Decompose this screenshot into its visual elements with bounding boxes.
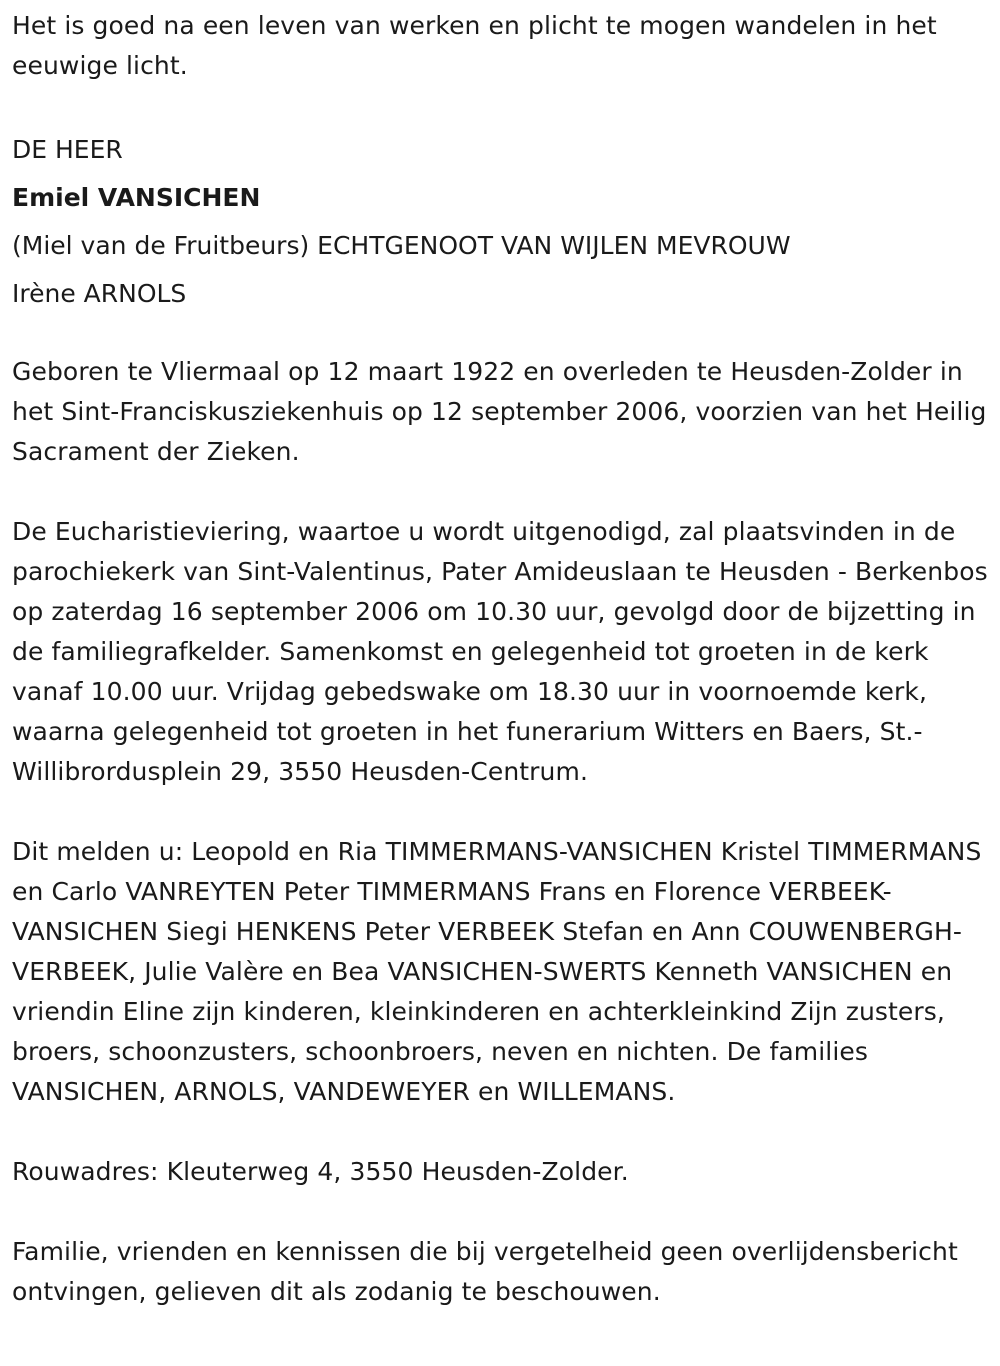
spacer bbox=[12, 86, 988, 126]
ceremony-text: De Eucharistieviering, waartoe u wordt uitgenodigd, zal plaatsvinden in de parochiekerk van Sint-Valentinus, Pater Amideuslaan te Heusden - Berkenbos op zaterdag 16 september 2006 om 10.30 uur, gevolgd door de bijzetting in de familiegrafkelder. Samenkomst en gelegenheid tot groeten in de kerk vanaf 10.00 uur. Vrijdag gebedswake om 18.30 uur in voornoemde kerk, waarna gelegenheid tot groeten in het funerarium Witters en Baers, St.-Willibrordusplein 29, 3550 Heusden-Centrum. bbox=[12, 517, 988, 786]
spacer bbox=[12, 1112, 988, 1152]
spacer bbox=[12, 1192, 988, 1232]
deceased-name: Emiel VANSICHEN bbox=[12, 183, 261, 212]
deceased-subtitle: (Miel van de Fruitbeurs) ECHTGENOOT VAN WIJLEN MEVROUW bbox=[12, 231, 791, 260]
family-text: Dit melden u: Leopold en Ria TIMMERMANS-VANSICHEN Kristel TIMMERMANS en Carlo VANREYTEN Peter TIMMERMANS Frans en Florence VERBEEK-VANSICHEN Siegi HENKENS Peter VERBEEK Stefan en Ann COUWENBERGH-VERBEEK, Julie Valère en Bea VANSICHEN-SWERTS Kenneth VANSICHEN en vriendin Eline zijn kinderen, kleinkinderen en achterkleinkind Zijn zusters, broers, schoonzusters, schoonbroers, neven en nichten. De families VANSICHEN, ARNOLS, VANDEWEYER en WILLEMANS. bbox=[12, 837, 982, 1106]
spacer bbox=[12, 318, 988, 352]
birth-death-text: Geboren te Vliermaal op 12 maart 1922 en overleden te Heusden-Zolder in het Sint-Franciskusziekenhuis op 12 september 2006, voorzien van het Heilig Sacrament der Zieken. bbox=[12, 357, 987, 466]
spouse-name: Irène ARNOLS bbox=[12, 279, 187, 308]
closing-text: Familie, vrienden en kennissen die bij vergetelheid geen overlijdensbericht ontvingen, gelieven dit als zodanig te beschouwen. bbox=[12, 1237, 958, 1306]
intro-text: Het is goed na een leven van werken en plicht te mogen wandelen in het eeuwige licht. bbox=[12, 11, 937, 80]
spacer bbox=[12, 472, 988, 512]
address-text: Rouwadres: Kleuterweg 4, 3550 Heusden-Zolder. bbox=[12, 1157, 629, 1186]
title-prefix: DE HEER bbox=[12, 135, 123, 164]
spacer bbox=[12, 792, 988, 832]
deceased-header bbox=[12, 126, 988, 318]
